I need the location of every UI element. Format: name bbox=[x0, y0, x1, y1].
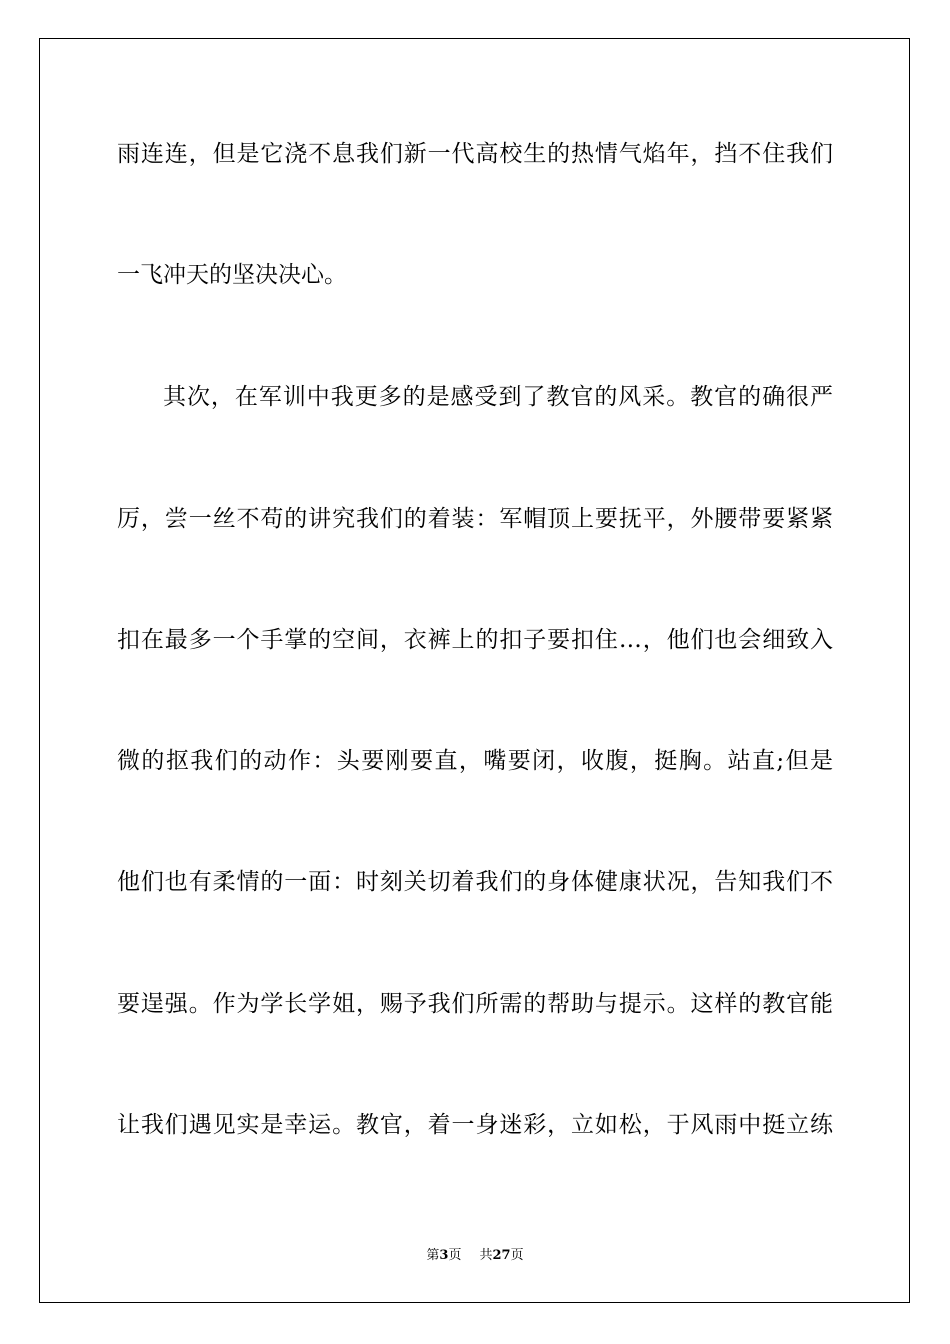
text-line-6: 微的抠我们的动作：头要刚要直，嘴要闭，收腹，挺胸。站直;但是 bbox=[117, 748, 833, 774]
text-line-4: 厉，尝一丝不苟的讲究我们的着装：军帽顶上要抚平，外腰带要紧紧 bbox=[117, 506, 833, 532]
page-prefix: 第 bbox=[426, 1248, 440, 1263]
page-suffix: 页 bbox=[448, 1248, 462, 1263]
text-line-1: 雨连连，但是它浇不息我们新一代高校生的热情气焰年，挡不住我们 bbox=[117, 141, 833, 167]
total-pages: 27 bbox=[492, 1248, 511, 1263]
text-line-5: 扣在最多一个手掌的空间，衣裤上的扣子要扣住…，他们也会细致入 bbox=[117, 627, 833, 653]
total-suffix: 页 bbox=[510, 1248, 524, 1263]
text-line-2: 一飞冲天的坚决决心。 bbox=[117, 262, 347, 288]
page-footer bbox=[0, 1247, 950, 1265]
text-line-8: 要逞强。作为学长学姐，赐予我们所需的帮助与提示。这样的教官能 bbox=[117, 991, 833, 1017]
text-line-3: 其次，在军训中我更多的是感受到了教官的风采。教官的确很严 bbox=[163, 384, 833, 410]
page-number: 3 bbox=[439, 1248, 449, 1263]
total-prefix: 共 bbox=[479, 1248, 493, 1263]
text-line-9: 让我们遇见实是幸运。教官，着一身迷彩，立如松，于风雨中挺立练 bbox=[117, 1112, 833, 1138]
text-line-7: 他们也有柔情的一面：时刻关切着我们的身体健康状况，告知我们不 bbox=[117, 869, 833, 895]
